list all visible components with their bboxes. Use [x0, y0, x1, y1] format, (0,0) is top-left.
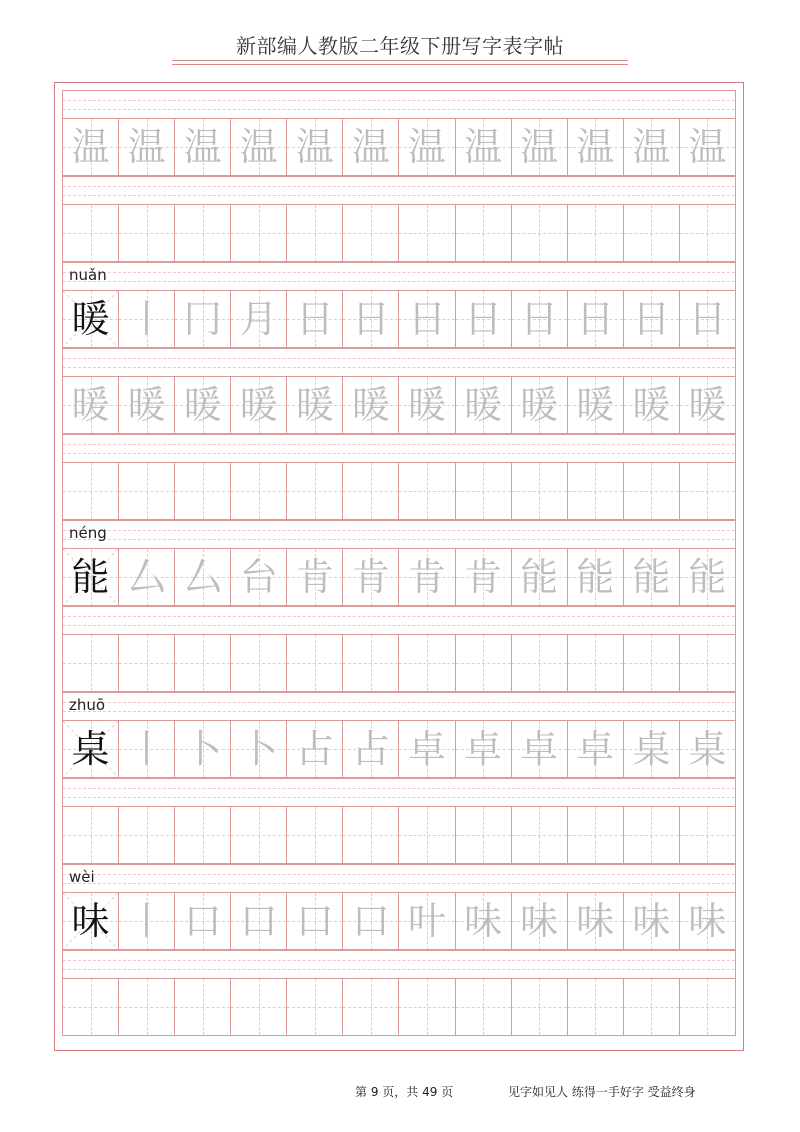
title-underline	[172, 60, 628, 61]
grid-cell	[456, 205, 512, 261]
trace-character: 味	[464, 899, 503, 943]
title-underline-double	[172, 64, 628, 65]
pinyin-label: zhuō	[69, 696, 106, 714]
trace-character: 占	[295, 727, 334, 771]
char-group-neng	[62, 520, 736, 692]
grid-cell	[456, 119, 512, 175]
grid-cell	[568, 119, 624, 175]
grid-cell	[568, 721, 624, 777]
grid-cell	[456, 893, 512, 949]
grid-cell	[680, 979, 735, 1035]
trace-character: 温	[632, 125, 671, 169]
model-character: 桌	[71, 727, 110, 771]
grid-cell	[231, 635, 287, 691]
model-character: 味	[71, 899, 110, 943]
grid-cell	[399, 377, 455, 433]
grid-cell	[624, 377, 680, 433]
grid-cell	[343, 119, 399, 175]
grid-cell	[456, 721, 512, 777]
pinyin-label: nuǎn	[69, 266, 107, 284]
grid-cell	[680, 549, 735, 605]
grid-cell	[63, 807, 119, 863]
trace-character: 日	[632, 297, 671, 341]
grid-cell	[119, 377, 175, 433]
grid-cell	[568, 635, 624, 691]
stroke-order-row	[62, 892, 736, 950]
blank-row	[62, 634, 736, 692]
blank-row	[62, 204, 736, 262]
grid-cell	[624, 291, 680, 347]
grid-cell	[343, 463, 399, 519]
grid-cell	[175, 721, 231, 777]
grid-cell	[624, 893, 680, 949]
trace-character: 桌	[688, 727, 727, 771]
trace-character: 卓	[464, 727, 503, 771]
grid-cell	[456, 291, 512, 347]
grid-cell	[456, 635, 512, 691]
trace-character: 肯	[408, 555, 447, 599]
trace-character: 味	[576, 899, 615, 943]
grid-cell	[119, 721, 175, 777]
grid-cell	[343, 721, 399, 777]
grid-cell	[512, 807, 568, 863]
grid-cell	[624, 463, 680, 519]
trace-character: 味	[520, 899, 559, 943]
grid-cell	[343, 979, 399, 1035]
grid-cell	[119, 807, 175, 863]
trace-character: 卜	[183, 727, 222, 771]
grid-cell	[399, 979, 455, 1035]
stroke-order-row	[62, 548, 736, 606]
grid-cell	[63, 119, 119, 175]
grid-cell	[63, 463, 119, 519]
grid-cell	[287, 979, 343, 1035]
char-group-nuan	[62, 262, 736, 520]
grid-cell	[680, 377, 735, 433]
grid-cell	[456, 549, 512, 605]
trace-character: 温	[71, 125, 110, 169]
grid-cell	[287, 205, 343, 261]
grid-cell	[343, 377, 399, 433]
grid-cell	[568, 979, 624, 1035]
practice-grid	[62, 90, 736, 1036]
trace-character: 卜	[239, 727, 278, 771]
char-group-wei	[62, 864, 736, 1036]
grid-cell	[231, 979, 287, 1035]
grid-cell	[231, 463, 287, 519]
grid-cell	[175, 463, 231, 519]
grid-cell	[175, 291, 231, 347]
grid-cell	[399, 635, 455, 691]
trace-character: 卓	[408, 727, 447, 771]
trace-character: 台	[239, 555, 278, 599]
grid-cell	[399, 549, 455, 605]
grid-cell	[287, 463, 343, 519]
grid-cell	[343, 807, 399, 863]
grid-cell	[680, 635, 735, 691]
trace-character: 温	[576, 125, 615, 169]
grid-cell	[175, 377, 231, 433]
trace-character: 厶	[127, 555, 166, 599]
grid-cell	[231, 721, 287, 777]
trace-character: 占	[351, 727, 390, 771]
trace-character: 肯	[464, 555, 503, 599]
trace-character: 日	[295, 297, 334, 341]
trace-character: 暖	[576, 383, 615, 427]
stroke-order-row	[62, 720, 736, 778]
grid-cell	[119, 979, 175, 1035]
grid-cell	[568, 377, 624, 433]
grid-cell	[343, 635, 399, 691]
grid-cell	[624, 205, 680, 261]
grid-cell	[231, 807, 287, 863]
trace-character: 温	[520, 125, 559, 169]
grid-cell	[624, 635, 680, 691]
trace-character: 暖	[239, 383, 278, 427]
trace-character: 味	[632, 899, 671, 943]
grid-cell	[512, 205, 568, 261]
trace-character: 温	[127, 125, 166, 169]
grid-cell	[343, 205, 399, 261]
grid-cell	[456, 463, 512, 519]
trace-character: 丨	[127, 297, 166, 341]
trace-character: 日	[520, 297, 559, 341]
stroke-order-row	[62, 290, 736, 348]
trace-character: 能	[632, 555, 671, 599]
grid-cell	[231, 893, 287, 949]
footer-motto: 见字如见人 练得一手好字 受益终身	[508, 1085, 696, 1099]
grid-cell	[512, 635, 568, 691]
pinyin-label: néng	[69, 524, 107, 542]
blank-row	[62, 462, 736, 520]
trace-character: 温	[183, 125, 222, 169]
trace-character: 月	[239, 297, 278, 341]
grid-cell	[399, 807, 455, 863]
pinyin-row	[62, 864, 736, 892]
grid-cell	[568, 549, 624, 605]
grid-cell	[568, 463, 624, 519]
trace-character: 肯	[295, 555, 334, 599]
pinyin-label: wèi	[69, 868, 95, 886]
char-group-wen	[62, 90, 736, 262]
grid-cell	[568, 205, 624, 261]
grid-cell	[624, 807, 680, 863]
grid-cell	[568, 807, 624, 863]
grid-cell	[63, 205, 119, 261]
grid-cell	[287, 893, 343, 949]
grid-cell	[231, 119, 287, 175]
grid-cell	[568, 893, 624, 949]
grid-cell	[175, 205, 231, 261]
page-title: 新部编人教版二年级下册写字表字帖	[236, 34, 564, 58]
grid-cell	[343, 291, 399, 347]
trace-character: 丨	[127, 727, 166, 771]
grid-cell	[680, 291, 735, 347]
grid-cell	[63, 291, 119, 347]
grid-cell	[231, 291, 287, 347]
grid-cell	[119, 291, 175, 347]
grid-cell	[119, 463, 175, 519]
grid-cell	[287, 377, 343, 433]
trace-character: 暖	[688, 383, 727, 427]
grid-cell	[399, 893, 455, 949]
trace-character: 口	[295, 899, 334, 943]
trace-character: 厶	[183, 555, 222, 599]
trace-character: 温	[295, 125, 334, 169]
trace-character: 温	[351, 125, 390, 169]
trace-character: 暖	[351, 383, 390, 427]
pinyin-row	[62, 778, 736, 806]
trace-character: 暖	[408, 383, 447, 427]
grid-cell	[63, 549, 119, 605]
trace-character: 温	[464, 125, 503, 169]
grid-cell	[512, 119, 568, 175]
grid-cell	[343, 893, 399, 949]
grid-cell	[119, 549, 175, 605]
grid-cell	[287, 291, 343, 347]
grid-cell	[512, 979, 568, 1035]
trace-character: 暖	[183, 383, 222, 427]
model-character: 能	[71, 555, 110, 599]
grid-cell	[175, 635, 231, 691]
pinyin-row	[62, 692, 736, 720]
pinyin-row	[62, 90, 736, 118]
trace-character: 口	[239, 899, 278, 943]
trace-character: 日	[408, 297, 447, 341]
grid-cell	[287, 549, 343, 605]
grid-cell	[399, 721, 455, 777]
grid-cell	[456, 377, 512, 433]
trace-character: 口	[183, 899, 222, 943]
grid-cell	[456, 807, 512, 863]
grid-cell	[624, 549, 680, 605]
trace-character: 暖	[520, 383, 559, 427]
page-number: 第 9 页，共 49 页	[355, 1085, 454, 1099]
grid-cell	[680, 463, 735, 519]
grid-cell	[680, 119, 735, 175]
grid-cell	[287, 807, 343, 863]
trace-character: 卓	[576, 727, 615, 771]
trace-character: 能	[688, 555, 727, 599]
grid-cell	[231, 549, 287, 605]
grid-cell	[175, 119, 231, 175]
trace-character: 肯	[351, 555, 390, 599]
pinyin-row	[62, 950, 736, 978]
grid-cell	[175, 807, 231, 863]
grid-cell	[231, 377, 287, 433]
pinyin-row	[62, 434, 736, 462]
trace-character: 能	[576, 555, 615, 599]
grid-cell	[399, 291, 455, 347]
trace-character: 卓	[520, 727, 559, 771]
grid-cell	[343, 549, 399, 605]
grid-cell	[624, 979, 680, 1035]
grid-cell	[231, 205, 287, 261]
grid-cell	[680, 893, 735, 949]
trace-character: 叶	[408, 899, 447, 943]
grid-cell	[512, 549, 568, 605]
grid-cell	[119, 635, 175, 691]
grid-cell	[119, 893, 175, 949]
trace-character: 日	[464, 297, 503, 341]
grid-cell	[512, 721, 568, 777]
grid-cell	[63, 377, 119, 433]
grid-cell	[399, 119, 455, 175]
grid-cell	[568, 291, 624, 347]
model-character: 暖	[71, 297, 110, 341]
grid-cell	[680, 807, 735, 863]
grid-cell	[175, 549, 231, 605]
grid-cell	[287, 635, 343, 691]
grid-cell	[399, 205, 455, 261]
grid-cell	[512, 893, 568, 949]
grid-cell	[63, 893, 119, 949]
char-group-zhuo	[62, 692, 736, 864]
trace-character: 丨	[127, 899, 166, 943]
pinyin-row	[62, 520, 736, 548]
trace-character: 日	[576, 297, 615, 341]
grid-cell	[287, 721, 343, 777]
trace-row	[62, 118, 736, 176]
grid-cell	[63, 635, 119, 691]
trace-character: 暖	[464, 383, 503, 427]
trace-character: 暖	[295, 383, 334, 427]
pinyin-row	[62, 348, 736, 376]
trace-character: 能	[520, 555, 559, 599]
grid-cell	[680, 205, 735, 261]
pinyin-row	[62, 176, 736, 204]
grid-cell	[456, 979, 512, 1035]
blank-row	[62, 806, 736, 864]
trace-character: 日	[688, 297, 727, 341]
grid-cell	[512, 463, 568, 519]
trace-character: 冂	[183, 297, 222, 341]
grid-cell	[119, 119, 175, 175]
trace-character: 桌	[632, 727, 671, 771]
trace-character: 味	[688, 899, 727, 943]
blank-row	[62, 978, 736, 1036]
grid-cell	[624, 119, 680, 175]
pinyin-row	[62, 606, 736, 634]
trace-character: 温	[688, 125, 727, 169]
grid-cell	[512, 291, 568, 347]
trace-character: 暖	[127, 383, 166, 427]
grid-cell	[624, 721, 680, 777]
grid-cell	[119, 205, 175, 261]
trace-character: 日	[351, 297, 390, 341]
grid-cell	[175, 979, 231, 1035]
grid-cell	[512, 377, 568, 433]
pinyin-row	[62, 262, 736, 290]
trace-character: 暖	[71, 383, 110, 427]
grid-cell	[399, 463, 455, 519]
trace-character: 温	[239, 125, 278, 169]
grid-cell	[680, 721, 735, 777]
trace-character: 暖	[632, 383, 671, 427]
trace-row	[62, 376, 736, 434]
trace-character: 温	[408, 125, 447, 169]
trace-character: 口	[351, 899, 390, 943]
grid-cell	[175, 893, 231, 949]
grid-cell	[63, 979, 119, 1035]
grid-cell	[287, 119, 343, 175]
grid-cell	[63, 721, 119, 777]
